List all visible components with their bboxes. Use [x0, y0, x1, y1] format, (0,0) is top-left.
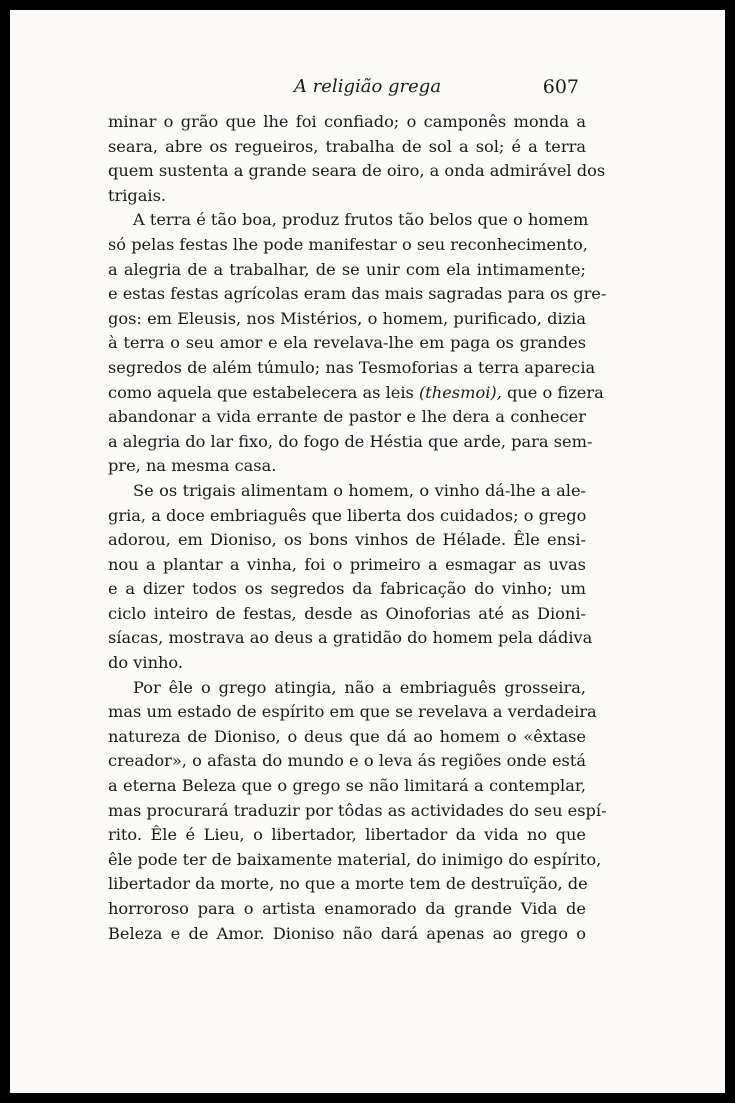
text-line: gria, a doce embriaguês que liberta dos cuidados; o grego	[108, 505, 587, 525]
text-line: ciclo inteiro de festas, desde as Oinoforias até as Dioni-	[108, 603, 586, 623]
body-text	[108, 110, 607, 946]
book-page	[10, 10, 725, 1093]
paragraph	[108, 676, 607, 947]
text-line: rito. Êle é Lieu, o libertador, libertador da vida no que	[108, 825, 586, 845]
text-line: horroroso para o artista enamorado da grande Vida de	[108, 899, 586, 918]
text-line: trigais.	[108, 185, 167, 205]
text-line: e estas festas agrícolas eram das mais sagradas para os gre-	[108, 284, 607, 304]
paragraph	[108, 479, 593, 676]
text-line: síacas, mostrava ao deus a gratidão do homem pela dádiva	[108, 628, 593, 648]
text-line: êle pode ter de baixamente material, do inimigo do espírito,	[108, 849, 602, 869]
text-line: quem sustenta a grande seara de oiro, a onda admirável dos	[108, 161, 606, 181]
text-line: mas um estado de espírito em que se revelava a verdadeira	[108, 702, 597, 722]
text-line: a eterna Beleza que o grego se não limitará a contemplar,	[108, 776, 586, 796]
text-line: libertador da morte, no que a morte tem de destruïção, de	[108, 874, 588, 894]
text-line: à terra o seu amor e ela revelava-lhe em paga os grandes	[108, 333, 586, 353]
text-segment: que o fizera	[507, 382, 604, 402]
text-line: do vinho.	[108, 653, 184, 673]
text-line: natureza de Dioniso, o deus que dá ao homem o «êxtase	[108, 726, 586, 746]
text-line: abandonar a vida errante de pastor e lhe dera a conhecer	[108, 407, 586, 427]
text-line: A terra é tão boa, produz frutos tão belos que o homem	[133, 210, 589, 230]
text-line: creador», o afasta do mundo e o leva ás regiões onde está	[108, 751, 586, 771]
text-line: gos: em Eleusis, nos Mistérios, o homem, purificado, dizia	[108, 308, 586, 328]
text-line: mas procurará traduzir por tôdas as actividades do seu espí-	[108, 800, 607, 820]
running-title: A religião grega	[293, 76, 442, 97]
text-line: minar o grão que lhe foi confiado; o camponês monda a	[108, 112, 586, 131]
text-line: adorou, em Dioniso, os bons vinhos de Hélade. Êle ensi-	[108, 530, 586, 550]
text-line	[108, 381, 604, 406]
text-line: a alegria de a trabalhar, de se unir com ela intimamente;	[108, 259, 586, 279]
text-line: nou a plantar a vinha, foi o primeiro a esmagar as uvas	[108, 554, 586, 574]
text-line: segredos de além túmulo; nas Tesmoforias a terra aparecia	[108, 357, 596, 377]
text-line: pre, na mesma casa.	[108, 456, 277, 476]
text-line: Por êle o grego atingia, não a embriaguês grosseira,	[133, 677, 586, 697]
page-number: 607	[542, 76, 579, 98]
paragraph	[108, 110, 606, 208]
text-line: só pelas festas lhe pode manifestar o seu reconhecimento,	[108, 234, 588, 254]
text-line: Beleza e de Amor. Dioniso não dará apenas ao grego o	[108, 923, 586, 943]
text-line: e a dizer todos os segredos da fabricação do vinho; um	[108, 579, 586, 599]
text-line: a alegria do lar fixo, do fogo de Héstia que arde, para sem-	[108, 431, 593, 451]
text-segment: como aquela que estabelecera as leis	[108, 382, 414, 402]
page-header	[10, 72, 725, 102]
text-line: seara, abre os regueiros, trabalha de sol a sol; é a terra	[108, 136, 586, 156]
greek-term: (thesmoi),	[418, 382, 502, 402]
text-line: Se os trigais alimentam o homem, o vinho dá-lhe a ale-	[133, 480, 586, 500]
paragraph	[108, 208, 607, 479]
